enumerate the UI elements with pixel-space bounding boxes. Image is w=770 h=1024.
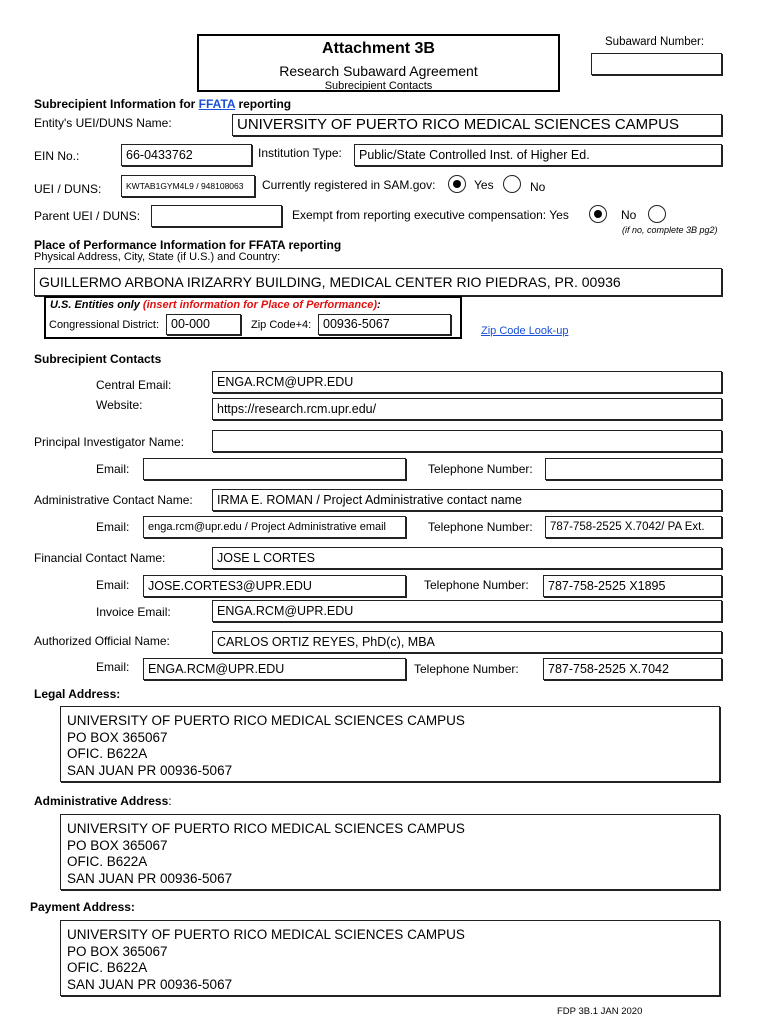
exempt-yes-radio[interactable] [589,205,607,223]
financial-contact-field[interactable]: JOSE L CORTES [212,547,722,569]
sam-yes-label: Yes [474,178,494,192]
institution-type-field[interactable]: Public/State Controlled Inst. of Higher Ed. [354,144,722,166]
us-entities-prefix: U.S. Entities only [50,299,140,311]
ffata-heading-prefix: Subrecipient Information for [34,97,199,111]
ffata-link[interactable]: FFATA [198,97,236,111]
legal-address-line: SAN JUAN PR 00936-5067 [67,762,233,778]
admin-email-field[interactable]: enga.rcm@upr.edu / Project Administrative email [143,516,406,538]
exempt-label: Exempt from reporting executive compensation: Yes [292,208,569,222]
pi-phone-label: Telephone Number: [428,462,533,476]
central-email-label: Central Email: [96,378,172,392]
exempt-no-radio[interactable] [648,205,666,223]
invoice-email-field[interactable]: ENGA.RCM@UPR.EDU [212,600,722,622]
district-field[interactable]: 00-000 [166,314,241,335]
authorized-email-label: Email: [96,660,130,674]
pi-name-label: Principal Investigator Name: [34,435,185,449]
authorized-email-field[interactable]: ENGA.RCM@UPR.EDU [143,658,406,680]
pi-phone-field[interactable] [545,458,722,480]
administrative-address-line: PO BOX 365067 [67,837,168,853]
administrative-address-line: SAN JUAN PR 00936-5067 [67,870,233,886]
payment-address-field[interactable] [60,920,720,996]
invoice-email-label: Invoice Email: [96,605,171,619]
page-title: Attachment 3B [322,40,435,57]
page-sub-subtitle: Subrecipient Contacts [324,80,433,92]
financial-email-field[interactable]: JOSE.CORTES3@UPR.EDU [143,575,406,597]
zip-field[interactable]: 00936-5067 [318,314,451,335]
us-entities-suffix: : [377,299,381,311]
entity-name-field[interactable]: UNIVERSITY OF PUERTO RICO MEDICAL SCIENCES CAMPUS [232,114,722,136]
ffata-heading-suffix: reporting [235,97,292,111]
uei-duns-field[interactable]: KWTAB1GYM4L9 / 948108063 [121,175,255,197]
entity-name-label: Entity's UEI/DUNS Name: [34,116,172,130]
website-field[interactable]: https://research.rcm.upr.edu/ [212,398,722,420]
institution-type-label: Institution Type: [258,146,342,160]
sam-no-radio[interactable] [503,175,521,193]
exempt-note: (if no, complete 3B pg2) [622,225,718,235]
admin-phone-field[interactable]: 787-758-2525 X.7042/ PA Ext. [545,516,722,538]
admin-email-label: Email: [96,520,130,534]
ein-field[interactable]: 66-0433762 [121,144,252,166]
financial-contact-label: Financial Contact Name: [34,551,166,565]
administrative-address-heading-colon: : [168,794,172,808]
administrative-address-line: OFIC. B622A [67,854,148,869]
contacts-heading: Subrecipient Contacts [34,352,162,366]
payment-address-line: PO BOX 365067 [67,943,168,959]
zip-label: Zip Code+4: [251,319,312,331]
payment-address-heading: Payment Address: [30,900,135,914]
pi-email-label: Email: [96,462,130,476]
financial-email-label: Email: [96,578,130,592]
parent-uei-field[interactable] [151,205,282,227]
payment-address-line: OFIC. B622A [67,960,148,975]
ffata-heading [34,97,291,111]
performance-heading: Place of Performance Information for FFATA reporting [34,238,342,252]
subaward-number-label: Subaward Number: [605,36,705,48]
sam-registered-label: Currently registered in SAM.gov: [262,178,436,192]
performance-address-field[interactable]: GUILLERMO ARBONA IRIZARRY BUILDING, MEDICAL CENTER RIO PIEDRAS, PR. 00936 [34,268,722,296]
district-label: Congressional District: [49,319,160,331]
authorized-official-label: Authorized Official Name: [34,634,170,648]
legal-address-heading: Legal Address: [34,687,121,701]
admin-contact-field[interactable]: IRMA E. ROMAN / Project Administrative contact name [212,489,722,511]
administrative-address-line: UNIVERSITY OF PUERTO RICO MEDICAL SCIENCES CAMPUS [67,821,465,836]
legal-address-line: OFIC. B622A [67,746,148,761]
zip-lookup-link[interactable]: Zip Code Look-up [481,325,569,337]
financial-phone-label: Telephone Number: [424,578,529,592]
title-box [197,34,560,92]
legal-address-field[interactable] [60,706,720,782]
subaward-number-field[interactable] [591,53,722,75]
payment-address-line: UNIVERSITY OF PUERTO RICO MEDICAL SCIENCES CAMPUS [67,927,465,942]
central-email-field[interactable]: ENGA.RCM@UPR.EDU [212,371,722,393]
performance-subheading: Physical Address, City, State (if U.S.) and Country: [34,251,281,263]
admin-contact-label: Administrative Contact Name: [34,493,193,507]
legal-address-line: PO BOX 365067 [67,729,168,745]
authorized-phone-field[interactable]: 787-758-2525 X.7042 [543,658,722,680]
us-entities-red: (insert information for Place of Performance) [142,299,378,311]
financial-phone-field[interactable]: 787-758-2525 X1895 [543,575,722,597]
legal-address-line: UNIVERSITY OF PUERTO RICO MEDICAL SCIENCES CAMPUS [67,713,465,728]
pi-name-field[interactable] [212,430,722,452]
form-code-footer: FDP 3B.1 JAN 2020 [557,1006,643,1017]
parent-uei-label: Parent UEI / DUNS: [34,209,141,223]
authorized-official-field[interactable]: CARLOS ORTIZ REYES, PhD(c), MBA [212,631,722,653]
exempt-no-label: No [621,208,637,222]
sam-yes-radio[interactable] [448,175,466,193]
payment-address-line: SAN JUAN PR 00936-5067 [67,976,233,992]
authorized-phone-label: Telephone Number: [414,662,519,676]
administrative-address-field[interactable] [60,814,720,890]
page-subtitle: Research Subaward Agreement [279,63,478,79]
us-entities-note [50,298,381,312]
administrative-address-heading-text: Administrative Address [34,794,169,808]
ein-label: EIN No.: [34,149,80,163]
sam-no-label: No [530,180,546,194]
admin-phone-label: Telephone Number: [428,520,533,534]
administrative-address-heading [34,794,172,808]
uei-duns-label: UEI / DUNS: [34,182,102,196]
website-label: Website: [96,398,143,412]
pi-email-field[interactable] [143,458,406,480]
